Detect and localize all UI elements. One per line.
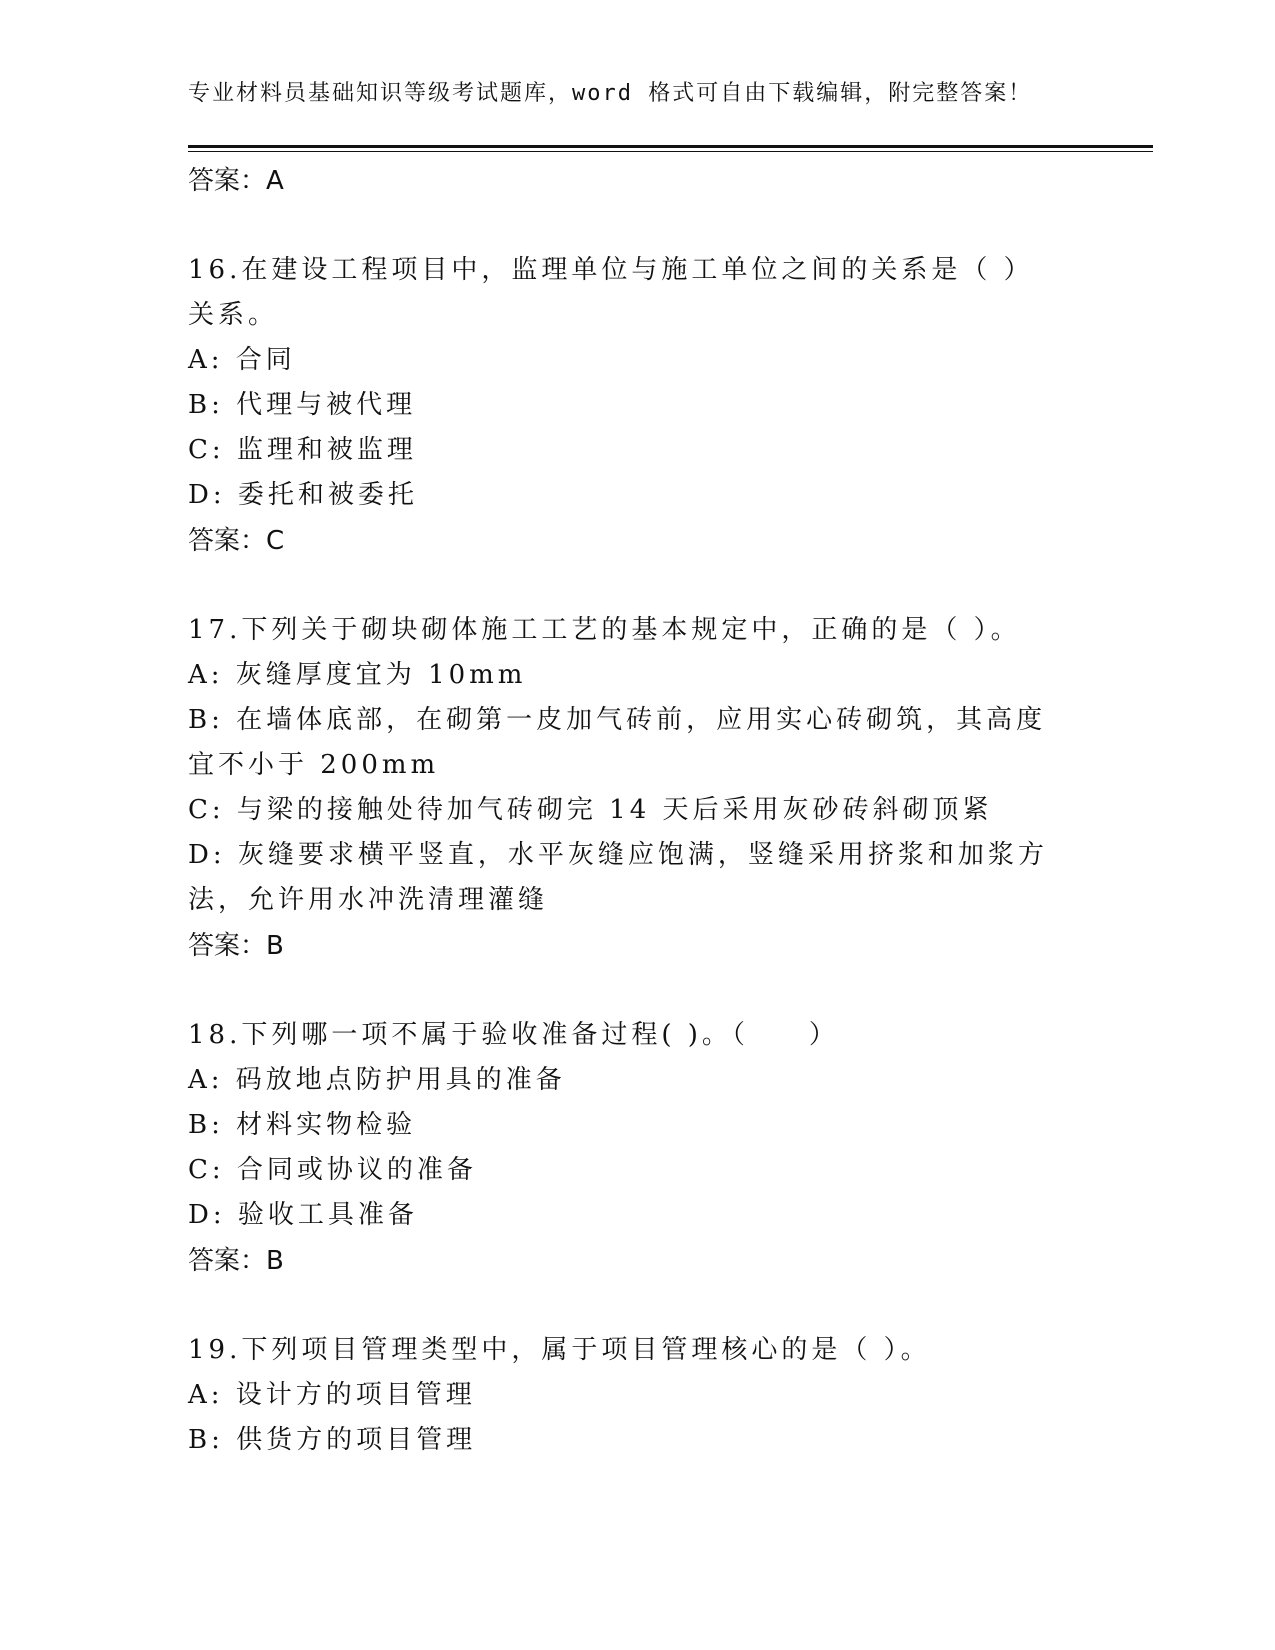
question-item [188, 1328, 1088, 1463]
option-c: C: 合同或协议的准备 [188, 1155, 477, 1185]
question-item [188, 248, 1088, 564]
option-d: D: 验收工具准备 [188, 1200, 418, 1230]
option-d: D: 委托和被委托 [188, 480, 418, 510]
option-b: B: 供货方的项目管理 [188, 1425, 477, 1455]
option-d: D: 灰缝要求横平竖直，水平灰缝应饱满，竖缝采用挤浆和加浆方法，允许用水冲洗清理灌缝 [188, 840, 1048, 915]
option-a: A: 合同 [188, 345, 296, 375]
page-header: 专业材料员基础知识等级考试题库，word 格式可自由下载编辑，附完整答案！ [188, 81, 1033, 106]
question-stem: 16.在建设工程项目中，监理单位与施工单位之间的关系是（ ）关系。 [188, 255, 1034, 330]
option-a: A: 码放地点防护用具的准备 [188, 1065, 566, 1095]
header-rule [188, 145, 1153, 148]
option-c: C: 与梁的接触处待加气砖砌完 14 天后采用灰砂砖斜砌顶紧 [188, 795, 993, 825]
answer-line: 答案：A [188, 166, 284, 196]
answer-line: 答案：B [188, 931, 284, 961]
option-b: B: 在墙体底部，在砌第一皮加气砖前，应用实心砖砌筑，其高度宜不小于 200mm [188, 705, 1047, 780]
answer-line: 答案：B [188, 1246, 284, 1276]
question-list [188, 158, 1088, 1507]
question-stem: 19.下列项目管理类型中，属于项目管理核心的是（ ）。 [188, 1335, 931, 1365]
option-b: B: 材料实物检验 [188, 1110, 417, 1140]
header-rule-thin [188, 151, 1153, 152]
question-stem: 17.下列关于砌块砌体施工工艺的基本规定中，正确的是（ ）。 [188, 615, 1021, 645]
question-item [188, 1013, 1088, 1284]
question-stem: 18.下列哪一项不属于验收准备过程( )。（ ） [188, 1020, 839, 1050]
option-a: A: 灰缝厚度宜为 10mm [188, 660, 527, 690]
answer-line: 答案：C [188, 526, 285, 556]
option-b: B: 代理与被代理 [188, 390, 417, 420]
option-a: A: 设计方的项目管理 [188, 1380, 476, 1410]
option-c: C: 监理和被监理 [188, 435, 417, 465]
question-item [188, 608, 1088, 969]
